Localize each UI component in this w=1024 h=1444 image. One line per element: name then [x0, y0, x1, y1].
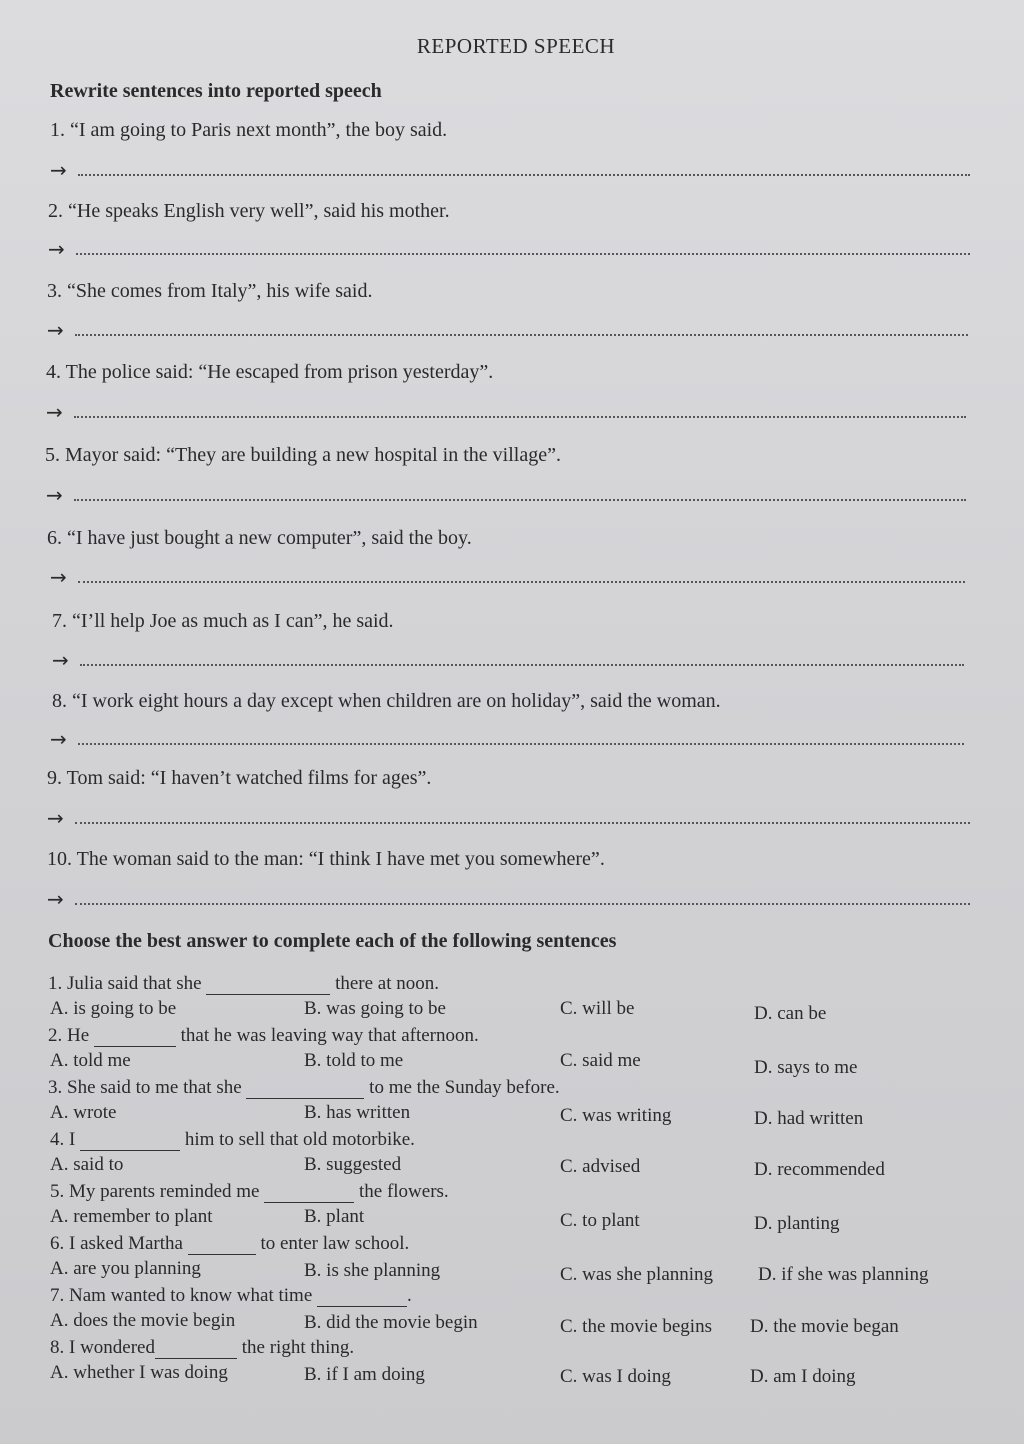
- section1-heading: Rewrite sentences into reported speech: [50, 80, 382, 102]
- answer-line-8[interactable]: [50, 729, 964, 753]
- rewrite-question-8: 8. “I work eight hours a day except when children are on holiday”, said the woman.: [52, 690, 721, 712]
- mc-option-1a[interactable]: A. is going to be: [50, 998, 177, 1019]
- arrow-icon: →: [47, 887, 64, 911]
- mc-option-6b[interactable]: B. is she planning: [304, 1260, 441, 1281]
- mc-option-3d[interactable]: D. had written: [754, 1108, 864, 1129]
- mc-option-5b[interactable]: B. plant: [304, 1206, 365, 1227]
- mc-option-8d[interactable]: D. am I doing: [750, 1366, 856, 1387]
- answer-blank[interactable]: [94, 1024, 176, 1047]
- mc-option-4a[interactable]: A. said to: [50, 1154, 124, 1175]
- mc-option-4c[interactable]: C. advised: [560, 1156, 641, 1177]
- mc-option-1c[interactable]: C. will be: [560, 998, 635, 1019]
- mc-option-7d[interactable]: D. the movie began: [750, 1316, 899, 1337]
- answer-line-5[interactable]: [46, 485, 966, 509]
- mc-option-6a[interactable]: A. are you planning: [50, 1258, 201, 1279]
- mc-option-4d[interactable]: D. recommended: [754, 1159, 885, 1180]
- answer-line-2[interactable]: [48, 239, 970, 263]
- mc-option-2a[interactable]: A. told me: [50, 1050, 131, 1071]
- arrow-icon: →: [46, 483, 63, 507]
- mc-option-8b[interactable]: B. if I am doing: [304, 1364, 425, 1385]
- mc-question-4: 4. I him to sell that old motorbike.: [50, 1129, 415, 1150]
- answer-blank[interactable]: [246, 1076, 364, 1099]
- arrow-icon: →: [47, 806, 64, 830]
- mc-option-1b[interactable]: B. was going to be: [304, 998, 446, 1019]
- arrow-icon: →: [47, 318, 64, 342]
- mc-question-8: 8. I wondered the right thing.: [50, 1337, 355, 1358]
- mc-option-6c[interactable]: C. was she planning: [560, 1264, 714, 1285]
- answer-blank[interactable]: [264, 1180, 354, 1203]
- mc-option-3c[interactable]: C. was writing: [560, 1105, 672, 1126]
- arrow-icon: →: [50, 565, 67, 589]
- answer-line-3[interactable]: [47, 320, 968, 344]
- section2-heading: Choose the best answer to complete each of the following sentences: [48, 930, 617, 952]
- mc-option-4b[interactable]: B. suggested: [304, 1154, 402, 1175]
- mc-option-6d[interactable]: D. if she was planning: [758, 1264, 929, 1285]
- rewrite-question-10: 10. The woman said to the man: “I think I have met you somewhere”.: [47, 848, 605, 870]
- mc-option-2d[interactable]: D. says to me: [754, 1057, 858, 1078]
- mc-option-1d[interactable]: D. can be: [754, 1003, 827, 1024]
- arrow-icon: →: [50, 158, 67, 182]
- rewrite-question-3: 3. “She comes from Italy”, his wife said.: [47, 280, 373, 302]
- answer-line-7[interactable]: [52, 650, 964, 674]
- answer-line-4[interactable]: [46, 402, 966, 426]
- mc-option-3a[interactable]: A. wrote: [50, 1102, 117, 1123]
- answer-blank[interactable]: [155, 1336, 237, 1359]
- rewrite-question-9: 9. Tom said: “I haven’t watched films for ages”.: [47, 767, 432, 789]
- mc-option-8c[interactable]: C. was I doing: [560, 1366, 671, 1387]
- answer-line-10[interactable]: [47, 889, 970, 913]
- mc-option-2c[interactable]: C. said me: [560, 1050, 641, 1071]
- answer-line-6[interactable]: [50, 567, 965, 591]
- mc-option-7a[interactable]: A. does the movie begin: [50, 1310, 236, 1331]
- answer-blank[interactable]: [206, 972, 330, 995]
- rewrite-question-4: 4. The police said: “He escaped from prison yesterday”.: [46, 361, 494, 383]
- mc-question-7: 7. Nam wanted to know what time .: [50, 1285, 412, 1306]
- arrow-icon: →: [46, 400, 63, 424]
- mc-question-2: 2. He that he was leaving way that afternoon.: [48, 1025, 479, 1046]
- mc-option-5a[interactable]: A. remember to plant: [50, 1206, 213, 1227]
- mc-option-2b[interactable]: B. told to me: [304, 1050, 404, 1071]
- arrow-icon: →: [50, 727, 67, 751]
- mc-question-5: 5. My parents reminded me the flowers.: [50, 1181, 449, 1202]
- mc-question-1: 1. Julia said that she there at noon.: [48, 973, 439, 994]
- mc-question-3: 3. She said to me that she to me the Sunday before.: [48, 1077, 560, 1098]
- rewrite-question-1: 1. “I am going to Paris next month”, the boy said.: [50, 119, 448, 141]
- answer-line-1[interactable]: [50, 160, 970, 184]
- mc-option-8a[interactable]: A. whether I was doing: [50, 1362, 228, 1383]
- mc-option-7b[interactable]: B. did the movie begin: [304, 1312, 478, 1333]
- mc-option-7c[interactable]: C. the movie begins: [560, 1316, 712, 1337]
- arrow-icon: →: [48, 237, 65, 261]
- rewrite-question-2: 2. “He speaks English very well”, said his mother.: [48, 200, 450, 222]
- page-title: REPORTED SPEECH: [416, 34, 616, 58]
- mc-question-6: 6. I asked Martha to enter law school.: [50, 1233, 410, 1254]
- rewrite-question-6: 6. “I have just bought a new computer”, said the boy.: [47, 527, 472, 549]
- answer-line-9[interactable]: [47, 808, 970, 832]
- rewrite-question-5: 5. Mayor said: “They are building a new hospital in the village”.: [45, 444, 561, 466]
- arrow-icon: →: [52, 648, 69, 672]
- answer-blank[interactable]: [317, 1284, 407, 1307]
- rewrite-question-7: 7. “I’ll help Joe as much as I can”, he said.: [52, 610, 394, 632]
- answer-blank[interactable]: [80, 1128, 180, 1151]
- mc-option-3b[interactable]: B. has written: [304, 1102, 411, 1123]
- answer-blank[interactable]: [188, 1232, 256, 1255]
- mc-option-5c[interactable]: C. to plant: [560, 1210, 640, 1231]
- mc-option-5d[interactable]: D. planting: [754, 1213, 840, 1234]
